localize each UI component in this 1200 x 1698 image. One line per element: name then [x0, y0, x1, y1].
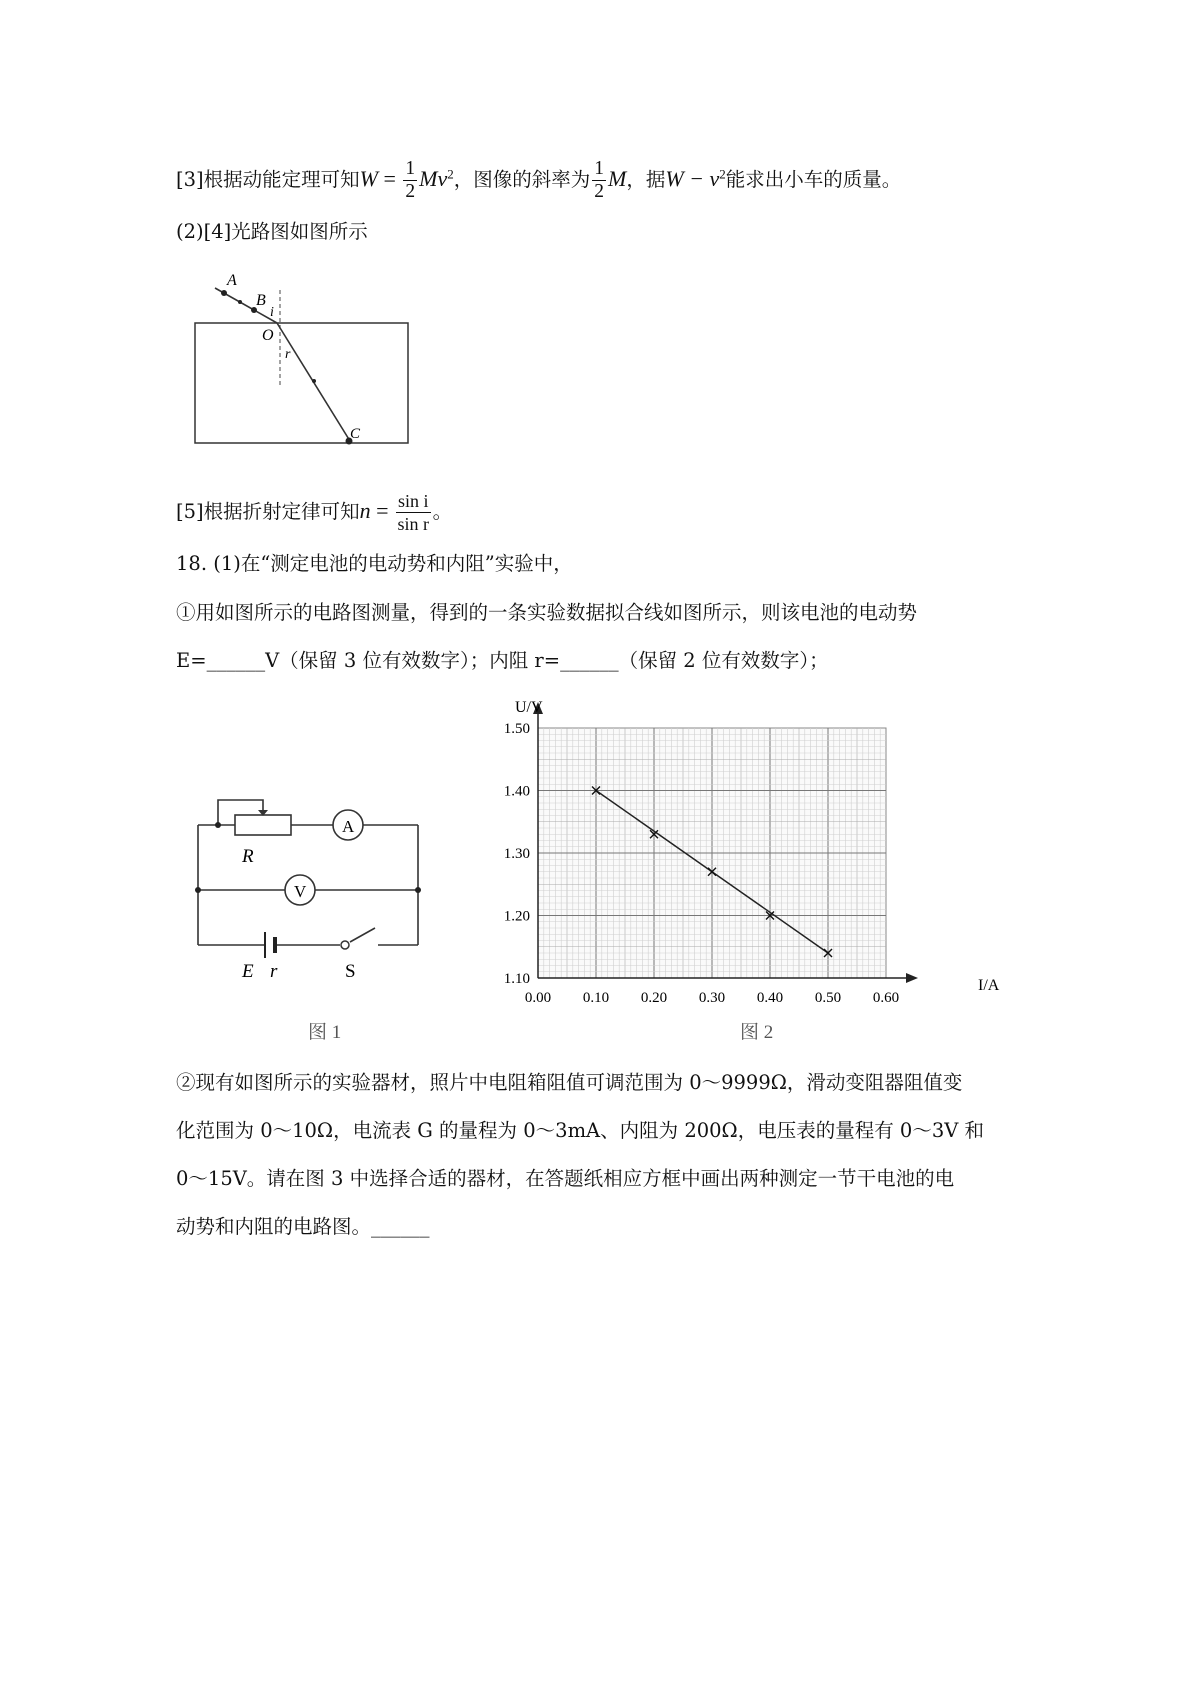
pin-mid2: [312, 379, 316, 383]
label-i: i: [270, 305, 274, 320]
line1-suffix: 能求出小车的质量。: [725, 168, 902, 191]
x-tick-label: 0.40: [756, 990, 784, 1006]
x-axis-arrow: [906, 973, 918, 983]
part2-line-1: ②现有如图所示的实验器材，照片中电阻箱阻值可调范围为 0～9999Ω，滑动变阻器阻值变: [176, 1071, 963, 1094]
question-18-part1b: E=______V（保留 3 位有效数字）；内阻 r=______（保留 2 位有效数字）；: [176, 649, 829, 672]
frac-num: 1: [405, 158, 416, 179]
y-tick-label: 1.40: [503, 783, 530, 800]
circuit-diagram: [190, 780, 430, 1050]
equals: =: [370, 498, 395, 523]
label-ammeter: A: [342, 817, 355, 836]
label-O: O: [262, 327, 274, 344]
glass-block: [195, 323, 408, 443]
fraction-sin: [396, 490, 431, 535]
refraction-law-line: [176, 490, 452, 535]
u-i-chart: [490, 700, 1030, 1050]
frac-den: 2: [405, 181, 416, 202]
chart-grid: [538, 728, 886, 978]
label-r-internal: r: [270, 961, 278, 982]
fraction-half: [403, 158, 417, 203]
var-Mv: Mv: [419, 166, 448, 191]
pin-mid: [238, 300, 242, 304]
x-tick-label: 0.50: [814, 990, 842, 1006]
part2-line-4: 动势和内阻的电路图。______: [176, 1215, 430, 1238]
equals: =: [377, 166, 402, 191]
y-tick-label: 1.10: [503, 971, 530, 987]
kinetic-energy-line: [176, 158, 901, 203]
pin-A: [221, 290, 227, 296]
x-tick-label: 0.10: [582, 990, 610, 1006]
var-n: n: [359, 498, 371, 523]
fraction-slope: [592, 158, 606, 203]
label-voltmeter: V: [294, 882, 307, 901]
y-tick-label: 1.30: [503, 846, 530, 862]
label-C: C: [350, 426, 361, 442]
frac-num: sin i: [398, 491, 429, 511]
x-tick-label: 0.20: [640, 990, 668, 1006]
y-tick-label: 1.20: [503, 908, 530, 925]
x-tick-label: 0.30: [698, 990, 726, 1006]
question-18-part1: ①用如图所示的电路图测量，得到的一条实验数据拟合线如图所示，则该电池的电动势: [176, 601, 918, 624]
var-M: M: [607, 166, 627, 191]
line3-suffix: 。: [432, 500, 453, 523]
var-Wv: W − v: [665, 166, 720, 191]
frac-den: sin r: [397, 514, 430, 534]
label-r: r: [285, 347, 291, 362]
exp: 2: [447, 166, 454, 182]
label-S: S: [345, 961, 356, 982]
switch-contact: [341, 941, 349, 949]
figure-1-caption: 图 1: [308, 1022, 342, 1043]
line1-mid: ，图像的斜率为: [453, 168, 591, 191]
question-18-title: 18. (1)在“测定电池的电动势和内阻”实验中，: [176, 552, 573, 575]
x-tick-label: 0.00: [524, 990, 552, 1006]
rheostat-R: [235, 815, 291, 835]
figure-2-caption: 图 2: [740, 1022, 774, 1043]
label-A: A: [227, 272, 237, 289]
light-path-line: (2)[4]光路图如图所示: [176, 220, 368, 243]
label-B: B: [256, 292, 266, 309]
light-path-diagram: [190, 268, 420, 453]
frac-den: 2: [594, 181, 604, 202]
y-tick-label: 1.50: [503, 721, 530, 737]
y-axis-label: U/V: [515, 700, 543, 716]
part2-line-3: 0～15V。请在图 3 中选择合适的器材，在答题纸相应方框中画出两种测定一节干电池的电: [176, 1167, 955, 1190]
frac-num: 1: [594, 158, 604, 179]
label-R: R: [242, 846, 254, 867]
label-E: E: [242, 961, 254, 982]
x-axis-label: I/A: [978, 977, 1000, 994]
line1-prefix: [3]根据动能定理可知: [176, 168, 360, 191]
x-tick-label: 0.60: [872, 990, 900, 1006]
line1-mid2: ，据: [626, 168, 666, 191]
line3-prefix: [5]根据折射定律可知: [176, 500, 360, 523]
exp: 2: [719, 166, 726, 182]
var-W: W: [359, 166, 378, 191]
part2-line-2: 化范围为 0～10Ω，电流表 G 的量程为 0～3mA、内阻为 200Ω，电压表的量程有 0～3V 和: [176, 1119, 985, 1142]
